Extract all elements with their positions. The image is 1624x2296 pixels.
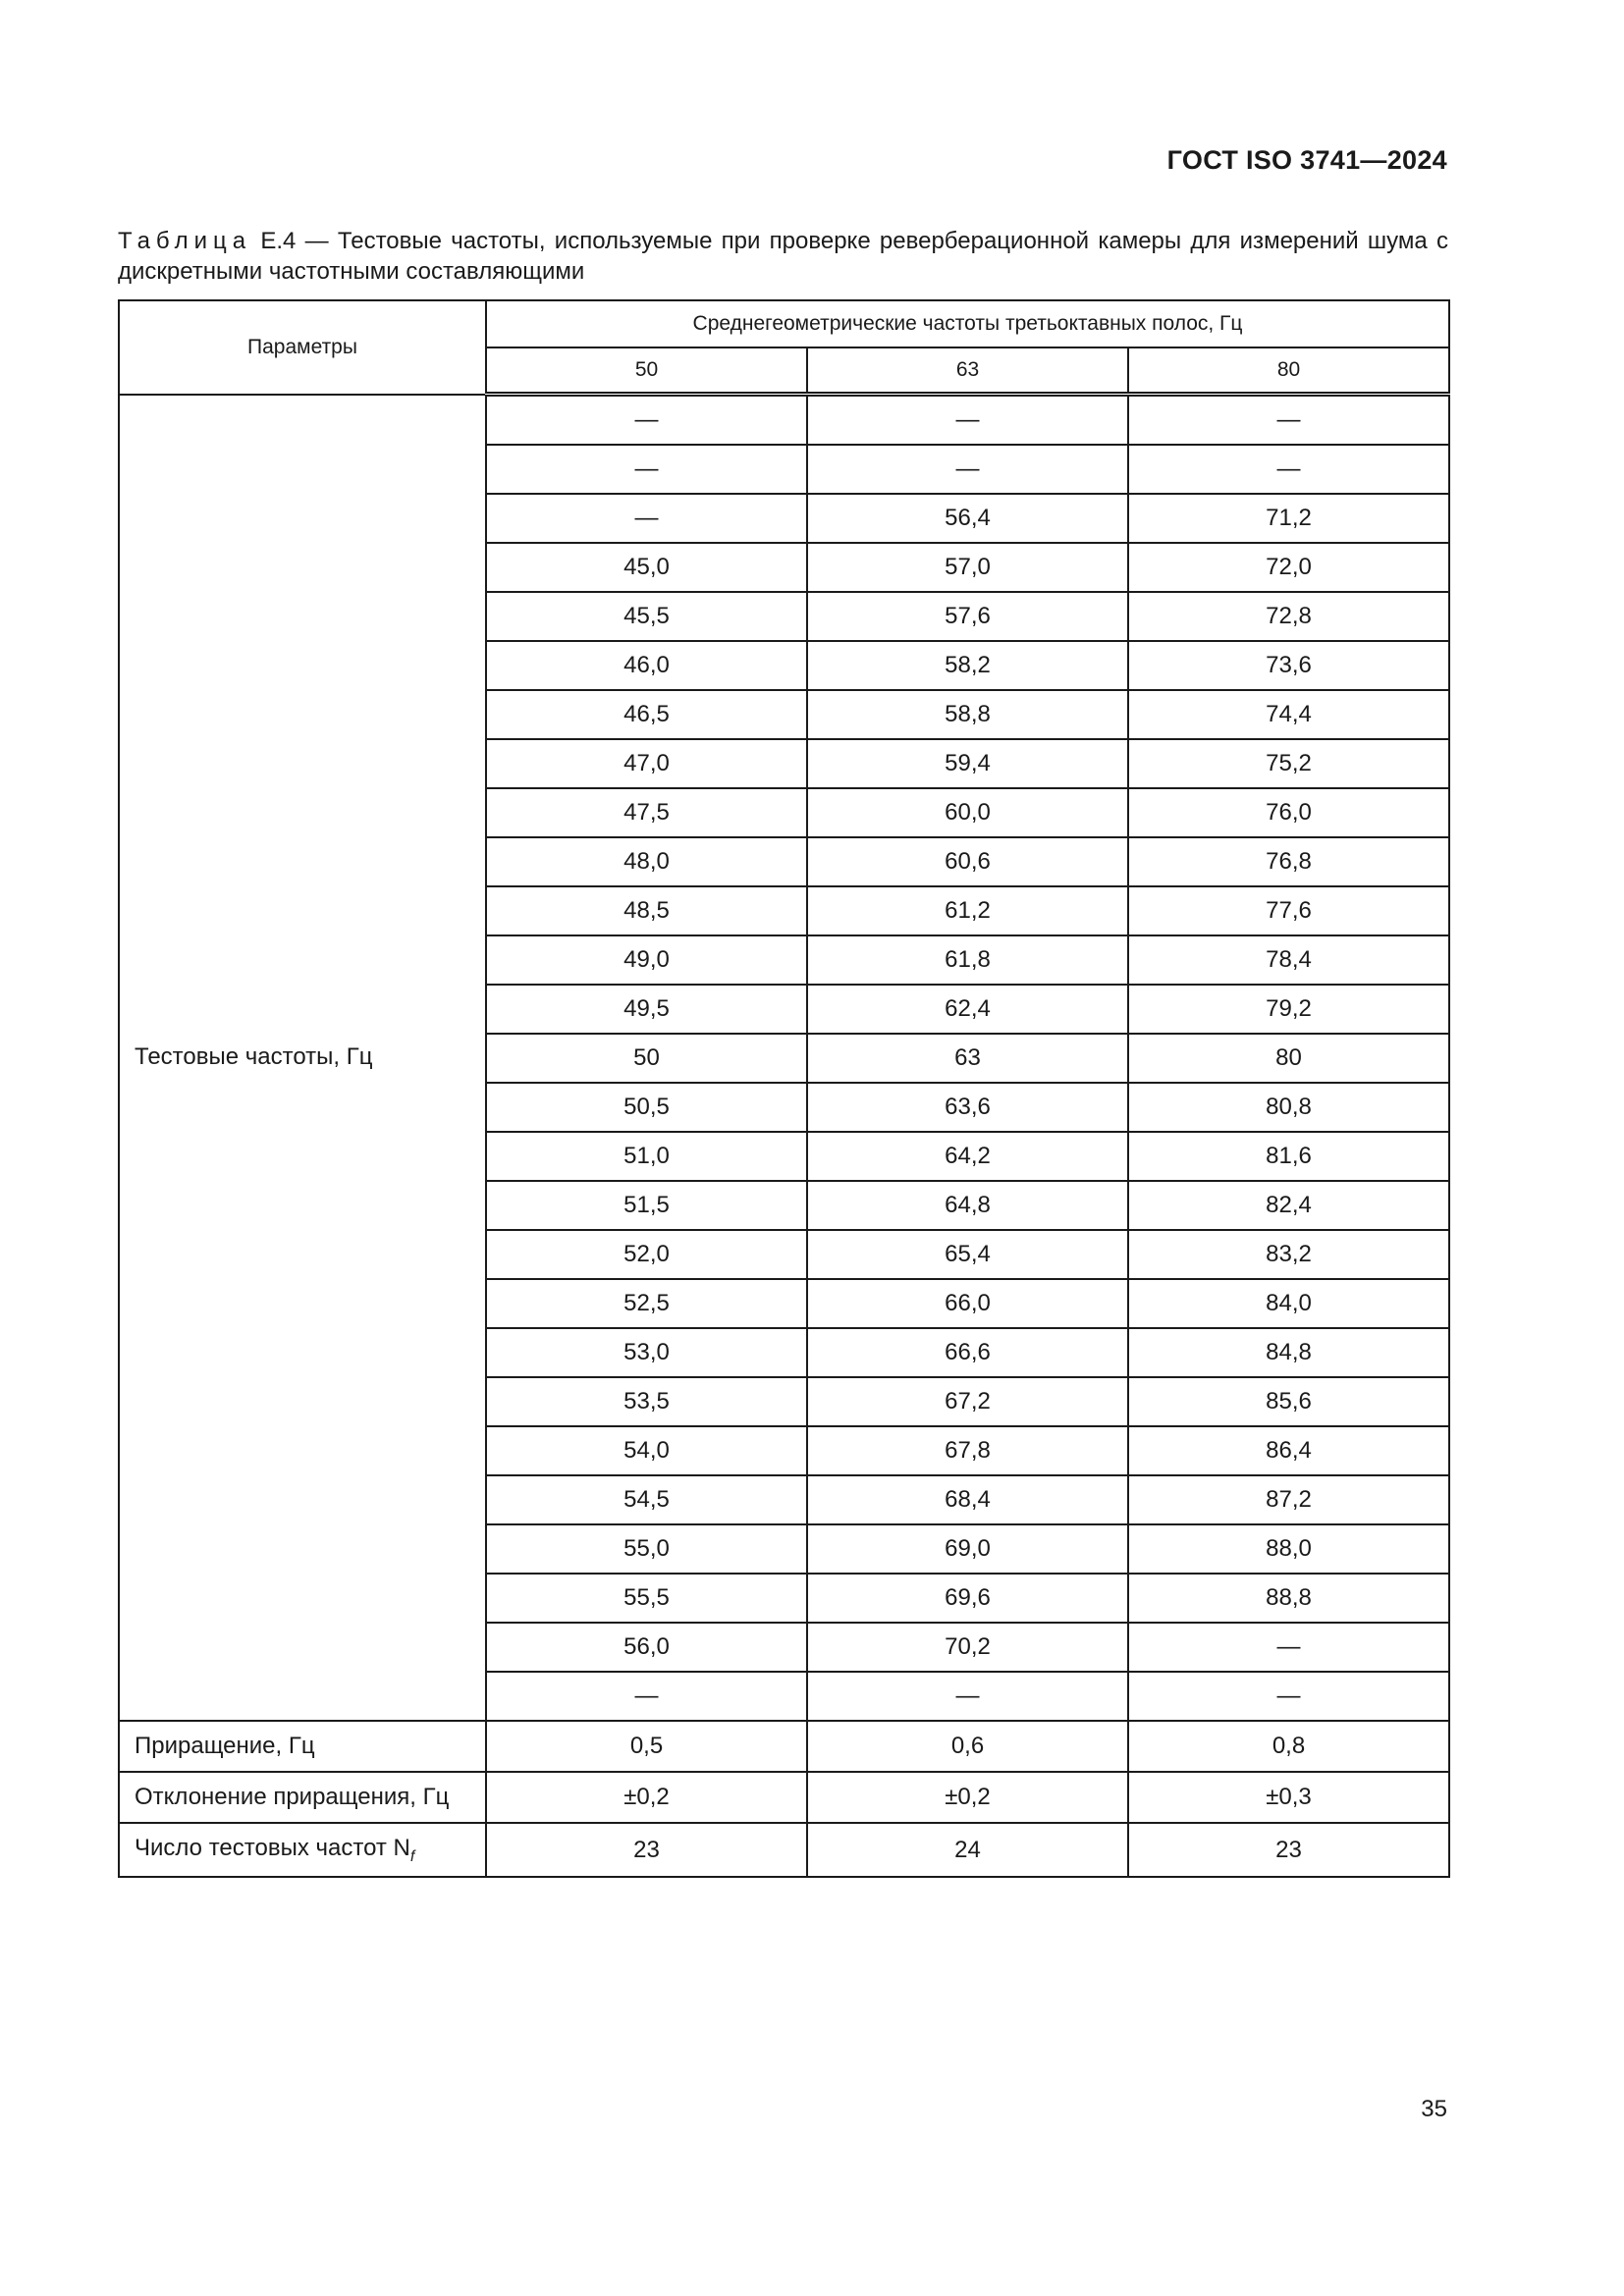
footer-label-text: Число тестовых частот N bbox=[135, 1834, 410, 1861]
frequency-cell: 69,0 bbox=[807, 1524, 1128, 1574]
frequency-cell: — bbox=[1128, 1623, 1449, 1672]
footer-row bbox=[119, 1823, 1449, 1877]
band-header: 50 bbox=[486, 347, 807, 395]
frequency-cell: 60,0 bbox=[807, 788, 1128, 837]
frequency-cell: 54,0 bbox=[486, 1426, 807, 1475]
footer-label-text: Отклонение приращения, Гц bbox=[135, 1784, 450, 1810]
frequency-cell: 51,0 bbox=[486, 1132, 807, 1181]
frequency-cell: 58,8 bbox=[807, 690, 1128, 739]
frequency-cell: 85,6 bbox=[1128, 1377, 1449, 1426]
frequency-cell: 71,2 bbox=[1128, 494, 1449, 543]
frequency-cell: 58,2 bbox=[807, 641, 1128, 690]
test-frequencies-table bbox=[118, 299, 1450, 1878]
frequency-cell: 81,6 bbox=[1128, 1132, 1449, 1181]
frequency-cell: 63,6 bbox=[807, 1083, 1128, 1132]
table-caption-label: Таблица bbox=[118, 228, 252, 254]
frequency-cell: 63 bbox=[807, 1034, 1128, 1083]
table-caption bbox=[118, 226, 1448, 287]
frequency-cell: — bbox=[486, 445, 807, 494]
frequency-cell: 74,4 bbox=[1128, 690, 1449, 739]
frequency-cell: 56,0 bbox=[486, 1623, 807, 1672]
footer-value-cell: 0,8 bbox=[1128, 1721, 1449, 1772]
frequency-cell: 83,2 bbox=[1128, 1230, 1449, 1279]
frequency-cell: 64,8 bbox=[807, 1181, 1128, 1230]
frequency-cell: 55,0 bbox=[486, 1524, 807, 1574]
frequency-cell: 50,5 bbox=[486, 1083, 807, 1132]
table-caption-text: Е.4 — Тестовые частоты, используемые при проверке реверберационной камеры для измерений шума с дискретными частотными составляющими bbox=[118, 228, 1449, 285]
frequency-cell: 48,5 bbox=[486, 886, 807, 935]
frequency-cell: 51,5 bbox=[486, 1181, 807, 1230]
frequency-cell: 80 bbox=[1128, 1034, 1449, 1083]
frequency-cell: 57,0 bbox=[807, 543, 1128, 592]
frequency-cell: 45,5 bbox=[486, 592, 807, 641]
frequency-cell: 72,8 bbox=[1128, 592, 1449, 641]
frequency-cell: 88,8 bbox=[1128, 1574, 1449, 1623]
frequency-cell: 47,0 bbox=[486, 739, 807, 788]
footer-value-cell: 0,5 bbox=[486, 1721, 807, 1772]
frequency-cell: 59,4 bbox=[807, 739, 1128, 788]
footer-value-cell: 24 bbox=[807, 1823, 1128, 1877]
frequency-cell: — bbox=[807, 1672, 1128, 1721]
frequency-cell: 82,4 bbox=[1128, 1181, 1449, 1230]
test-frequencies-label: Тестовые частоты, Гц bbox=[119, 395, 486, 1722]
frequency-cell: 61,2 bbox=[807, 886, 1128, 935]
param-header: Параметры bbox=[119, 300, 486, 395]
footer-value-cell: 23 bbox=[1128, 1823, 1449, 1877]
footer-value-cell: 23 bbox=[486, 1823, 807, 1877]
frequency-cell: — bbox=[1128, 445, 1449, 494]
frequency-cell: 75,2 bbox=[1128, 739, 1449, 788]
frequency-cell: 48,0 bbox=[486, 837, 807, 886]
footer-value-cell: 0,6 bbox=[807, 1721, 1128, 1772]
frequency-cell: 46,0 bbox=[486, 641, 807, 690]
frequency-cell: 86,4 bbox=[1128, 1426, 1449, 1475]
frequency-cell: 76,0 bbox=[1128, 788, 1449, 837]
frequency-cell: 62,4 bbox=[807, 985, 1128, 1034]
band-header: 63 bbox=[807, 347, 1128, 395]
frequency-cell: 65,4 bbox=[807, 1230, 1128, 1279]
frequency-cell: 67,2 bbox=[807, 1377, 1128, 1426]
frequency-cell: 80,8 bbox=[1128, 1083, 1449, 1132]
frequency-cell: — bbox=[807, 445, 1128, 494]
frequency-cell: 67,8 bbox=[807, 1426, 1128, 1475]
frequency-cell: 88,0 bbox=[1128, 1524, 1449, 1574]
frequency-cell: 56,4 bbox=[807, 494, 1128, 543]
footer-label-subscript: f bbox=[409, 1847, 415, 1865]
frequency-cell: 49,5 bbox=[486, 985, 807, 1034]
footer-label-text: Приращение, Гц bbox=[135, 1733, 315, 1759]
frequency-cell: 60,6 bbox=[807, 837, 1128, 886]
footer-value-cell: ±0,2 bbox=[807, 1772, 1128, 1823]
frequency-cell: 73,6 bbox=[1128, 641, 1449, 690]
table-row bbox=[119, 395, 1449, 446]
band-header: 80 bbox=[1128, 347, 1449, 395]
frequency-cell: 52,5 bbox=[486, 1279, 807, 1328]
group-header: Среднегеометрические частоты третьоктавных полос, Гц bbox=[486, 300, 1449, 347]
frequency-cell: 64,2 bbox=[807, 1132, 1128, 1181]
document-code: ГОСТ ISO 3741—2024 bbox=[1166, 145, 1447, 175]
frequency-cell: — bbox=[1128, 395, 1449, 446]
frequency-cell: — bbox=[807, 395, 1128, 446]
frequency-cell: — bbox=[1128, 1672, 1449, 1721]
frequency-cell: — bbox=[486, 395, 807, 446]
frequency-cell: 76,8 bbox=[1128, 837, 1449, 886]
frequency-cell: 66,0 bbox=[807, 1279, 1128, 1328]
frequency-cell: 57,6 bbox=[807, 592, 1128, 641]
footer-row-label bbox=[119, 1823, 486, 1877]
footer-row-label bbox=[119, 1721, 486, 1772]
frequency-cell: 53,5 bbox=[486, 1377, 807, 1426]
footer-row-label bbox=[119, 1772, 486, 1823]
frequency-cell: 72,0 bbox=[1128, 543, 1449, 592]
frequency-cell: 69,6 bbox=[807, 1574, 1128, 1623]
frequency-cell: — bbox=[486, 1672, 807, 1721]
frequency-cell: 61,8 bbox=[807, 935, 1128, 985]
frequency-cell: 66,6 bbox=[807, 1328, 1128, 1377]
frequency-cell: 53,0 bbox=[486, 1328, 807, 1377]
frequency-cell: 55,5 bbox=[486, 1574, 807, 1623]
frequency-cell: 87,2 bbox=[1128, 1475, 1449, 1524]
frequency-cell: 50 bbox=[486, 1034, 807, 1083]
frequency-cell: 84,8 bbox=[1128, 1328, 1449, 1377]
frequency-cell: 77,6 bbox=[1128, 886, 1449, 935]
frequency-cell: 47,5 bbox=[486, 788, 807, 837]
frequency-cell: 46,5 bbox=[486, 690, 807, 739]
footer-value-cell: ±0,2 bbox=[486, 1772, 807, 1823]
frequency-cell: 54,5 bbox=[486, 1475, 807, 1524]
frequency-cell: 45,0 bbox=[486, 543, 807, 592]
page-number: 35 bbox=[1421, 2096, 1447, 2122]
frequency-cell: 52,0 bbox=[486, 1230, 807, 1279]
frequency-cell: 49,0 bbox=[486, 935, 807, 985]
footer-row bbox=[119, 1721, 1449, 1772]
frequency-cell: 84,0 bbox=[1128, 1279, 1449, 1328]
frequency-cell: 70,2 bbox=[807, 1623, 1128, 1672]
footer-value-cell: ±0,3 bbox=[1128, 1772, 1449, 1823]
frequency-cell: — bbox=[486, 494, 807, 543]
frequency-cell: 68,4 bbox=[807, 1475, 1128, 1524]
footer-row bbox=[119, 1772, 1449, 1823]
frequency-cell: 79,2 bbox=[1128, 985, 1449, 1034]
frequency-cell: 78,4 bbox=[1128, 935, 1449, 985]
